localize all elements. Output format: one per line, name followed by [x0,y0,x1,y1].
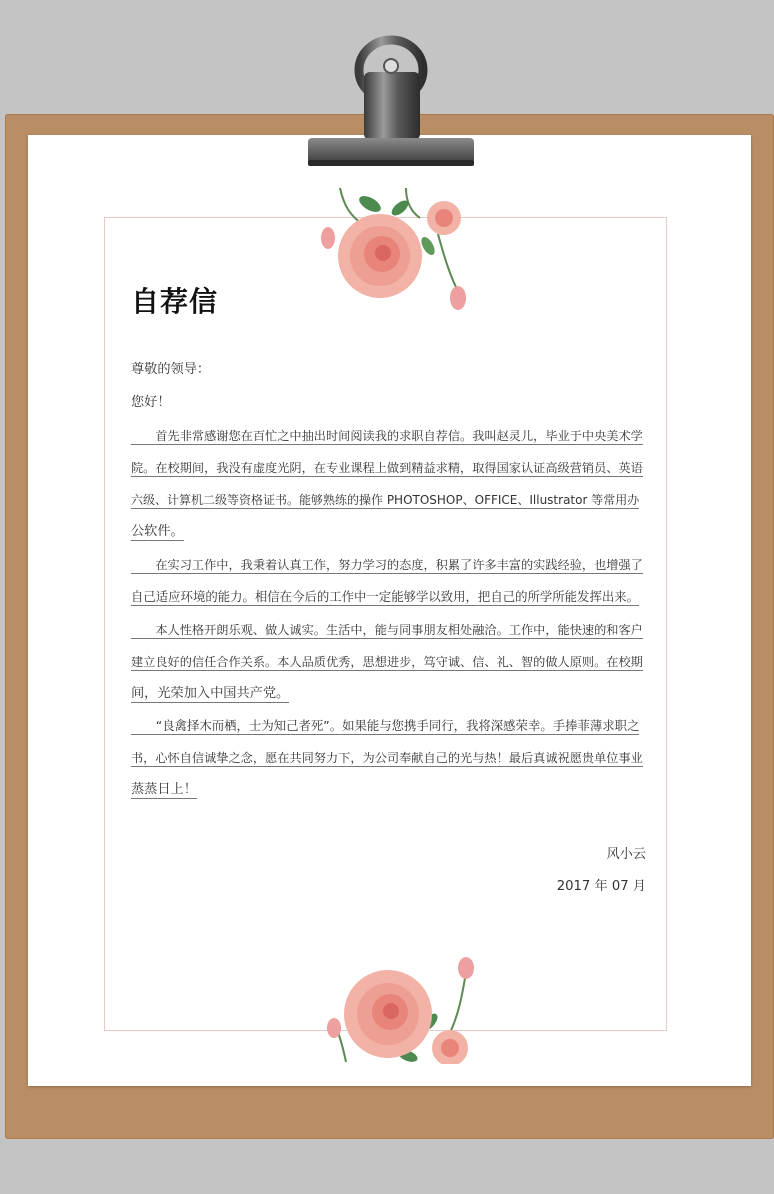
salutation: 尊敬的领导： [131,362,211,377]
body-line: 本人性格开朗乐观、做人诚实。生活中，能与同事朋友相处融洽。工作中，能快速的和客户 [131,623,643,637]
body-line: 书，心怀自信诚挚之念，愿在共同努力下，为公司奉献自己的光与热！最后真诚祝愿贵单位事业 [131,751,643,765]
body-line: 首先非常感谢您在百忙之中抽出时间阅读我的求职自荐信。我叫赵灵儿，毕业于中央美术学 [131,429,643,443]
greeting: 您好！ [131,395,171,410]
rose-decoration-top [310,186,480,316]
body-line: 自己适应环境的能力。相信在今后的工作中一定能够学以致用，把自己的所学所能发挥出来。 [131,589,640,604]
body-line: 间，光荣加入中国共产党。 [131,686,290,701]
signature: 风小云 [606,847,646,862]
date: 2017 年 07 月 [556,879,646,894]
body-line: 院。在校期间，我没有虚度光阴，在专业课程上做到精益求精，取得国家认证高级营销员、英语 [131,461,643,475]
body-line: 六级、计算机二级等资格证书。能够熟练的操作 PHOTOSHOP、OFFICE、Illustrator 等常用办 [131,493,640,507]
body-line: 在实习工作中，我秉着认真工作，努力学习的态度，积累了许多丰富的实践经验，也增强了 [131,558,643,572]
rose-decoration-bottom [318,952,488,1064]
body-line: 公软件。 [131,524,184,539]
binder-clip-icon [300,20,480,180]
body-line: 蒸蒸日上！ [131,782,197,797]
body-line: “良禽择木而栖，士为知己者死”。如果能与您携手同行，我将深感荣幸。手捧菲薄求职之 [131,718,640,733]
letter-title: 自荐信 [131,285,219,318]
body-line: 建立良好的信任合作关系。本人品质优秀，思想进步，笃守诚、信、礼、智的做人原则。在校期 [131,655,643,669]
